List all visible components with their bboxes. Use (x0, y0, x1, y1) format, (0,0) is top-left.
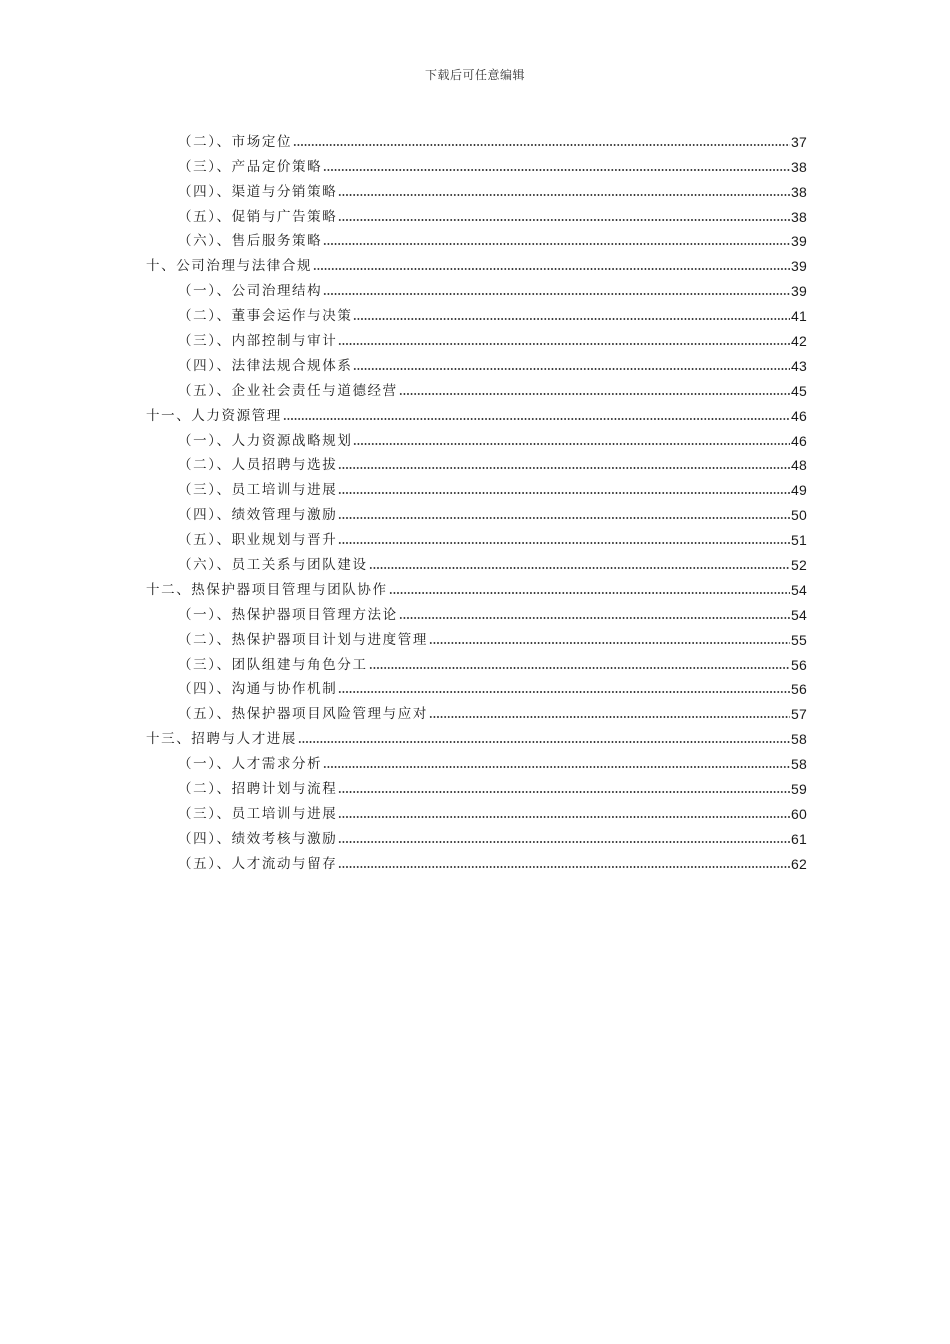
toc-entry-page-number: 50 (791, 507, 807, 524)
toc-entry-title: （五）、促销与广告策略 (178, 208, 338, 225)
toc-dot-leader (283, 417, 790, 421)
toc-dot-leader (338, 541, 790, 545)
toc-dot-leader (429, 715, 790, 719)
toc-dot-leader (338, 690, 790, 694)
toc-section-entry[interactable] (146, 773, 807, 798)
toc-section-entry[interactable] (146, 748, 807, 773)
toc-dot-leader (399, 616, 790, 620)
toc-entry-title: （四）、绩效考核与激励 (178, 830, 338, 847)
toc-entry-page-number: 39 (791, 283, 807, 300)
toc-entry-page-number: 58 (791, 731, 807, 748)
toc-entry-page-number: 49 (791, 482, 807, 499)
toc-entry-page-number: 60 (791, 805, 807, 822)
toc-section-entry[interactable] (146, 375, 807, 400)
toc-entry-page-number: 52 (791, 557, 807, 574)
toc-dot-leader (338, 516, 790, 520)
toc-entry-page-number: 39 (791, 258, 807, 275)
toc-entry-page-number: 42 (791, 333, 807, 350)
toc-section-entry[interactable] (146, 499, 807, 524)
toc-entry-page-number: 43 (791, 357, 807, 374)
toc-section-entry[interactable] (146, 201, 807, 226)
toc-section-entry[interactable] (146, 524, 807, 549)
toc-chapter-entry[interactable] (146, 400, 807, 425)
toc-dot-leader (338, 193, 790, 197)
toc-dot-leader (323, 292, 790, 296)
toc-entry-title: （四）、渠道与分销策略 (178, 183, 338, 200)
toc-entry-title: （三）、产品定价策略 (178, 158, 323, 175)
toc-section-entry[interactable] (146, 126, 807, 151)
toc-entry-title: （三）、团队组建与角色分工 (178, 656, 368, 673)
toc-dot-leader (369, 666, 790, 670)
toc-entry-title: 十三、招聘与人才进展 (146, 731, 297, 748)
toc-section-entry[interactable] (146, 425, 807, 450)
toc-section-entry[interactable] (146, 848, 807, 873)
toc-section-entry[interactable] (146, 674, 807, 699)
toc-entry-page-number: 41 (791, 308, 807, 325)
toc-entry-title: （二）、热保护器项目计划与进度管理 (178, 631, 428, 648)
toc-entry-page-number: 38 (791, 208, 807, 225)
toc-dot-leader (338, 466, 790, 470)
toc-entry-title: （四）、法律法规合规体系 (178, 357, 353, 374)
toc-section-entry[interactable] (146, 823, 807, 848)
toc-entry-title: （一）、人才需求分析 (178, 756, 323, 773)
toc-dot-leader (353, 317, 790, 321)
toc-entry-title: （四）、绩效管理与激励 (178, 507, 338, 524)
toc-entry-page-number: 51 (791, 532, 807, 549)
table-of-contents (146, 126, 807, 873)
toc-entry-title: （一）、人力资源战略规划 (178, 432, 353, 449)
toc-entry-page-number: 37 (791, 133, 807, 150)
toc-section-entry[interactable] (146, 226, 807, 251)
toc-entry-title: （二）、人员招聘与选拔 (178, 457, 338, 474)
toc-entry-page-number: 59 (791, 781, 807, 798)
toc-section-entry[interactable] (146, 798, 807, 823)
toc-entry-title: （五）、职业规划与晋升 (178, 532, 338, 549)
toc-entry-title: （一）、公司治理结构 (178, 283, 323, 300)
toc-entry-title: （二）、董事会运作与决策 (178, 308, 353, 325)
toc-entry-page-number: 54 (791, 606, 807, 623)
toc-section-entry[interactable] (146, 151, 807, 176)
toc-entry-page-number: 61 (791, 830, 807, 847)
toc-entry-page-number: 46 (791, 407, 807, 424)
toc-dot-leader (338, 865, 790, 869)
toc-dot-leader (338, 815, 790, 819)
toc-dot-leader (298, 740, 790, 744)
toc-entry-title: 十二、热保护器项目管理与团队协作 (146, 581, 388, 598)
toc-dot-leader (389, 591, 790, 595)
toc-dot-leader (323, 242, 790, 246)
toc-entry-page-number: 39 (791, 233, 807, 250)
toc-entry-title: （五）、企业社会责任与道德经营 (178, 382, 398, 399)
toc-chapter-entry[interactable] (146, 250, 807, 275)
toc-dot-leader (293, 143, 790, 147)
toc-entry-page-number: 56 (791, 681, 807, 698)
toc-dot-leader (353, 367, 790, 371)
toc-entry-page-number: 48 (791, 457, 807, 474)
toc-entry-title: （三）、员工培训与进展 (178, 805, 338, 822)
toc-dot-leader (338, 840, 790, 844)
toc-section-entry[interactable] (146, 649, 807, 674)
page-header: 下载后可任意编辑 (424, 68, 525, 82)
toc-section-entry[interactable] (146, 624, 807, 649)
toc-entry-page-number: 38 (791, 158, 807, 175)
toc-section-entry[interactable] (146, 549, 807, 574)
toc-section-entry[interactable] (146, 350, 807, 375)
toc-entry-page-number: 58 (791, 756, 807, 773)
toc-dot-leader (338, 491, 790, 495)
toc-entry-page-number: 54 (791, 581, 807, 598)
toc-entry-page-number: 38 (791, 183, 807, 200)
toc-dot-leader (338, 790, 790, 794)
toc-section-entry[interactable] (146, 474, 807, 499)
toc-section-entry[interactable] (146, 599, 807, 624)
toc-entry-title: （一）、热保护器项目管理方法论 (178, 606, 398, 623)
toc-entry-title: （三）、内部控制与审计 (178, 333, 338, 350)
toc-dot-leader (353, 442, 790, 446)
toc-entry-page-number: 56 (791, 656, 807, 673)
toc-dot-leader (323, 765, 790, 769)
toc-dot-leader (429, 641, 790, 645)
toc-section-entry[interactable] (146, 698, 807, 723)
toc-entry-page-number: 57 (791, 706, 807, 723)
toc-entry-title: （三）、员工培训与进展 (178, 482, 338, 499)
toc-entry-title: （四）、沟通与协作机制 (178, 681, 338, 698)
toc-dot-leader (323, 168, 790, 172)
toc-entry-page-number: 45 (791, 382, 807, 399)
toc-section-entry[interactable] (146, 450, 807, 475)
toc-entry-title: 十、公司治理与法律合规 (146, 258, 313, 275)
toc-entry-title: （二）、市场定位 (178, 133, 293, 150)
toc-section-entry[interactable] (146, 176, 807, 201)
toc-dot-leader (399, 392, 790, 396)
toc-dot-leader (313, 267, 790, 271)
toc-dot-leader (369, 566, 790, 570)
toc-chapter-entry[interactable] (146, 723, 807, 748)
toc-dot-leader (338, 218, 790, 222)
toc-entry-title: （二）、招聘计划与流程 (178, 781, 338, 798)
toc-section-entry[interactable] (146, 300, 807, 325)
toc-entry-page-number: 55 (791, 631, 807, 648)
toc-entry-title: 十一、人力资源管理 (146, 407, 282, 424)
toc-entry-title: （五）、热保护器项目风险管理与应对 (178, 706, 428, 723)
toc-dot-leader (338, 342, 790, 346)
toc-entry-page-number: 46 (791, 432, 807, 449)
toc-entry-title: （六）、售后服务策略 (178, 233, 323, 250)
toc-entry-page-number: 62 (791, 855, 807, 872)
toc-entry-title: （六）、员工关系与团队建设 (178, 557, 368, 574)
toc-chapter-entry[interactable] (146, 574, 807, 599)
toc-section-entry[interactable] (146, 275, 807, 300)
toc-section-entry[interactable] (146, 325, 807, 350)
toc-entry-title: （五）、人才流动与留存 (178, 855, 338, 872)
